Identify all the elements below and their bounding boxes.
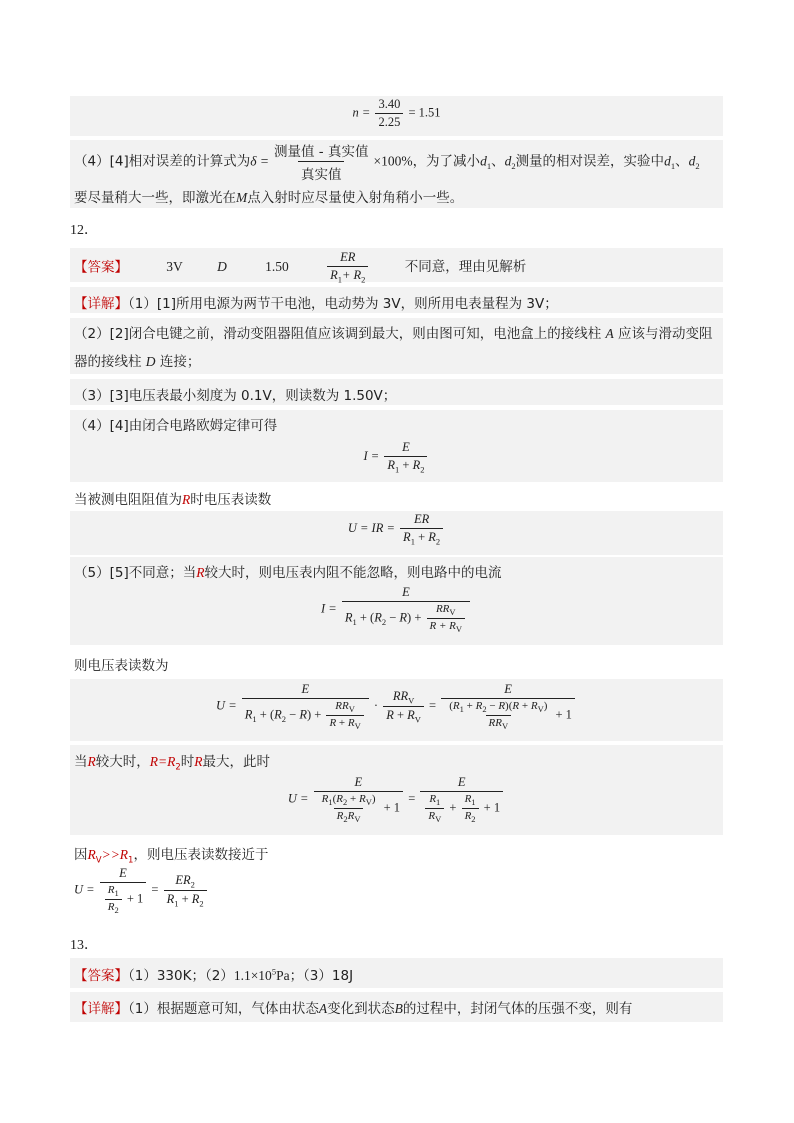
question-number-13: 13． [70, 938, 98, 953]
paragraph-part4-line2: 要尽量稍大一些，即激光在M点入射时应尽量使入射角稍小一些。 [74, 190, 464, 206]
equation-I2: I = E $R_1 + (R_2 - R)$ + $\frac{RR_V}{R + R_V}$ [70, 585, 723, 634]
equation-I: I = $\frac{E}{R_1 + R_2}$ [70, 440, 723, 475]
text-because: 因$R_V>>R_1$，则电压表读数接近于 [74, 847, 269, 866]
detail-label: 【详解】 [74, 1001, 128, 1017]
detail-line-3: （3）[3]电压表最小刻度为 0.1V，则读数为 1.50V； [74, 388, 397, 404]
detail-line-5: （5）[5]不同意；当R较大时，则电压表内阻不能忽略，则电路中的电流 [74, 565, 502, 581]
equation-U3: U = E $\frac{R_1(R_2 + R_V)}{R_2R_V}$ + 1 = E $\frac{R_1}{R_V}$ + $\frac{R_1}{R_2}$ + 1 [70, 775, 723, 824]
equation-n: n = $\frac{3.40}{2.25}$ = 1.51 [352, 97, 441, 129]
detail-line-13: 【详解】（1）根据题意可知，气体由状态A变化到状态B的过程中，封闭气体的压强不变，则有 [74, 1001, 633, 1017]
detail-line-1: 【详解】（1）[1]所用电源为两节干电池，电动势为 3V，则所用电表量程为 3V； [74, 296, 558, 312]
detail-line-2b: 器的接线柱 D 连接； [74, 354, 201, 370]
answer-row-13: 【答案】（1）330K；$(2)1.1\times 10^5Pa$；（3）18J [74, 966, 354, 984]
text-when-R: 当被测电阻阻值为R时电压表读数 [74, 492, 272, 508]
detail-line-2a: （2）[2]闭合电键之前，滑动变阻器阻值应该调到最大，则由图可知，电池盒上的接线柱 A 应该与滑动变阻 [74, 326, 713, 342]
answer-row-12: 【答案】 3V D 1.50 $\frac{ER}{R_1+ R_2}$ 不同意，理由见解析 [74, 250, 527, 285]
text-voltmeter-reading: 则电压表读数为 [74, 658, 169, 674]
equation-U4: U = E $\frac{R_1}{R_2}$ + 1 = $\frac{ER_2}{R_1 + R_2}$ [74, 866, 209, 915]
answer-label: 【答案】 [74, 968, 128, 984]
paragraph-part4-line1: （4）[4]相对误差的计算式为δ = $\frac{\text{测量值 - 真实值}}{\text{真实值}}$ ×100%，为了减小$d_1$、$d_2$测量的相对误差，实验中$d_1$、$d_2$ [74, 144, 700, 183]
answer-label: 【答案】 [74, 259, 128, 276]
text-when-R-large: 当R较大时，$R=R_2$时R最大，此时 [74, 754, 271, 773]
equation-U: U = IR = $\frac{ER}{R_1 + R_2}$ [70, 512, 723, 547]
equation-U2: U = E $R_1 + (R_2 - R)$ + $\frac{RR_V}{R + R_V}$ · $\frac{RR_V}{R + R_V}$ = E $\frac{(R_1 + R_2 - R)(R + R_V)}{RR_V}$ + 1 [70, 682, 723, 731]
detail-line-4: （4）[4]由闭合电路欧姆定律可得 [74, 418, 278, 434]
detail-label: 【详解】 [74, 296, 128, 312]
question-number-12: 12． [70, 223, 98, 238]
